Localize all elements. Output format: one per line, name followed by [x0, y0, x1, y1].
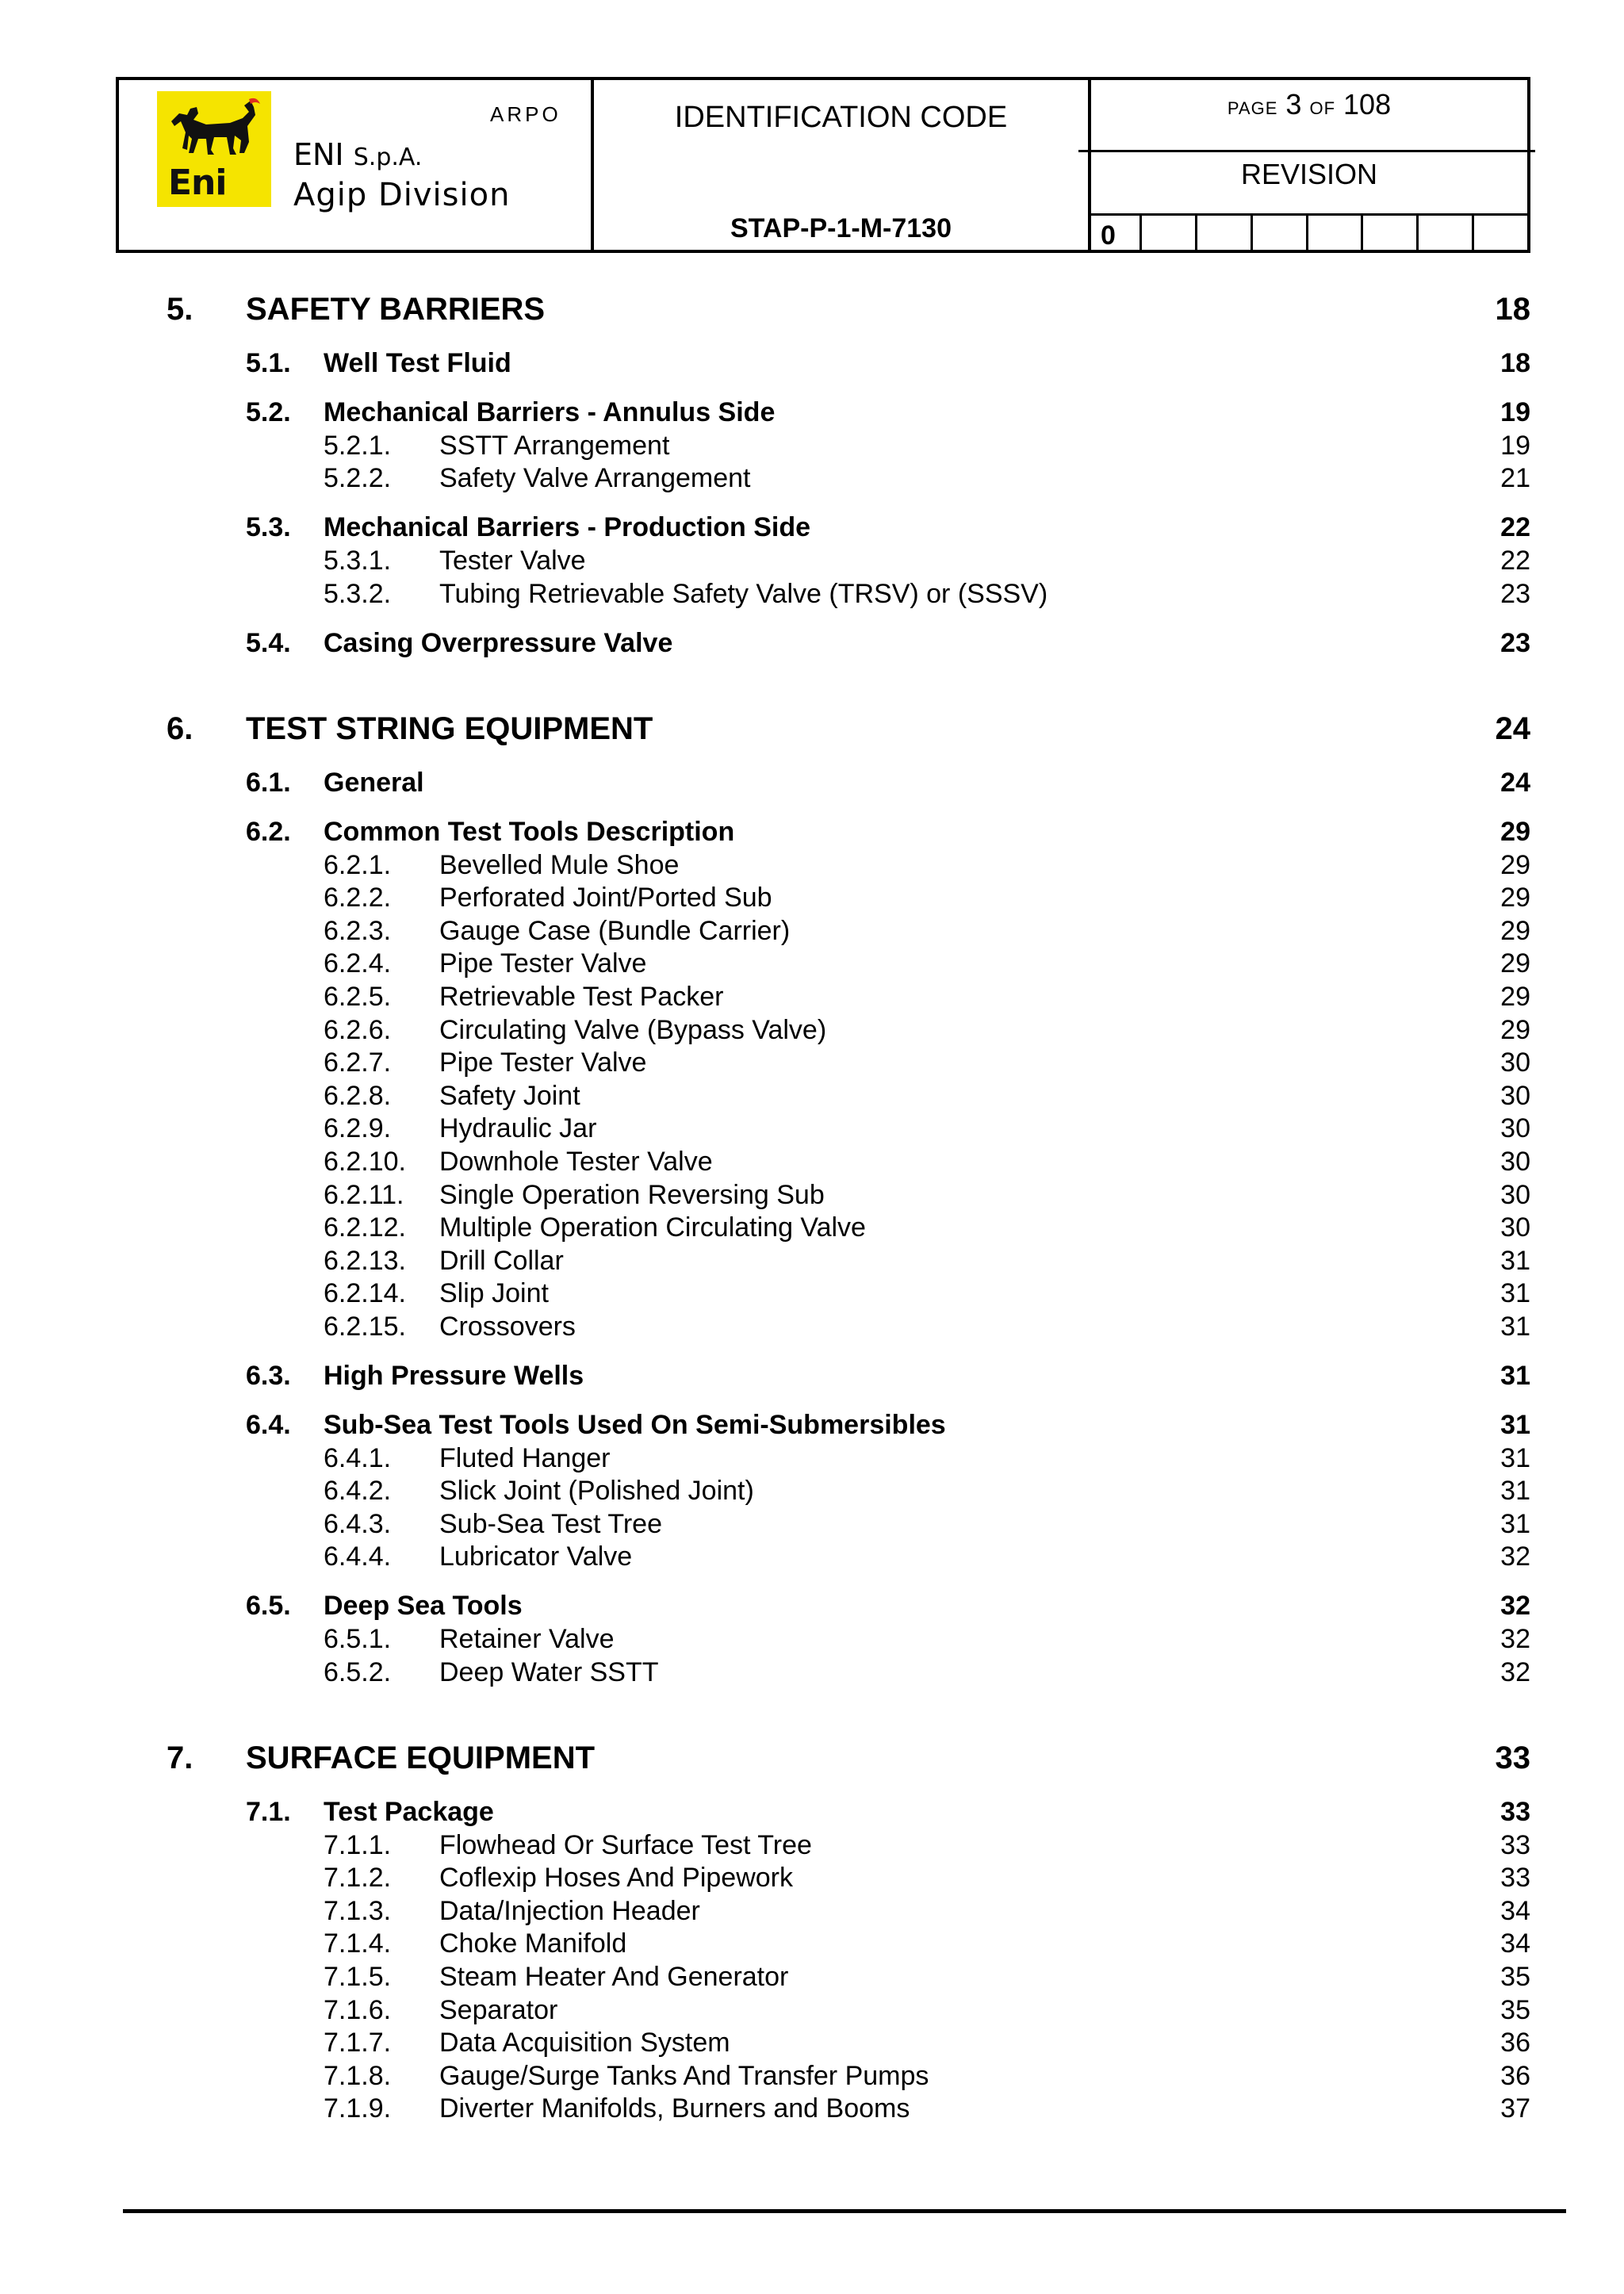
toc-section[interactable] — [167, 711, 1530, 749]
toc-title: Deep Sea Tools — [324, 1591, 523, 1621]
toc-number: 6.4.4. — [324, 1541, 392, 1572]
toc-page: 19 — [1500, 431, 1530, 461]
toc-item[interactable] — [324, 1246, 1530, 1277]
toc-number: 5.2.1. — [324, 431, 392, 461]
toc-page: 29 — [1500, 916, 1530, 946]
toc-item[interactable] — [324, 1015, 1530, 1047]
toc-number: 6.2.6. — [324, 1015, 392, 1045]
toc-page: 32 — [1500, 1657, 1530, 1687]
toc-title: TEST STRING EQUIPMENT — [246, 711, 653, 746]
toc-title: Common Test Tools Description — [324, 817, 735, 847]
toc-number: 6.4.2. — [324, 1476, 392, 1506]
page-of-label: OF — [1309, 98, 1336, 118]
toc-item[interactable] — [324, 579, 1530, 611]
toc-number: 6.2.14. — [324, 1278, 406, 1308]
toc-title: General — [324, 768, 424, 798]
toc-number: 6.2.10. — [324, 1147, 406, 1177]
toc-page: 32 — [1500, 1624, 1530, 1654]
toc-title: Pipe Tester Valve — [439, 948, 647, 978]
toc-page: 35 — [1500, 1962, 1530, 1992]
identification-code: STAP-P-1-M-7130 — [730, 213, 952, 243]
toc-title: Coflexip Hoses And Pipework — [439, 1863, 794, 1893]
toc-number: 7.1. — [246, 1797, 291, 1827]
toc-page: 31 — [1500, 1246, 1530, 1276]
toc-title: Hydraulic Jar — [439, 1113, 597, 1143]
toc-page: 34 — [1500, 1896, 1530, 1926]
toc-title: Tubing Retrievable Safety Valve (TRSV) or (SSSV) — [439, 579, 1048, 609]
toc-number: 6.2. — [246, 817, 291, 847]
toc-title: Well Test Fluid — [324, 348, 511, 378]
identification-title: IDENTIFICATION CODE — [674, 101, 1008, 134]
toc-title: Single Operation Reversing Sub — [439, 1180, 825, 1210]
toc-title: Fluted Hanger — [439, 1443, 611, 1473]
page-total: 108 — [1343, 88, 1392, 121]
toc-page: 29 — [1500, 982, 1530, 1012]
toc-page: 31 — [1500, 1312, 1530, 1342]
toc-page: 18 — [1500, 348, 1530, 378]
toc-number: 5.2. — [246, 397, 291, 427]
toc-item[interactable] — [324, 1928, 1530, 1960]
toc-number: 6.2.15. — [324, 1312, 406, 1342]
toc-item[interactable] — [324, 546, 1530, 577]
footer-divider — [123, 2209, 1566, 2213]
toc-number: 6.2.13. — [324, 1246, 406, 1276]
toc-page: 31 — [1500, 1410, 1530, 1440]
toc-item[interactable] — [324, 2028, 1530, 2059]
toc-subsection[interactable] — [246, 1361, 1530, 1392]
toc-page: 24 — [1500, 768, 1530, 798]
toc-title: SSTT Arrangement — [439, 431, 670, 461]
toc-page: 35 — [1500, 1995, 1530, 2025]
toc-page: 29 — [1500, 948, 1530, 978]
toc-title: Lubricator Valve — [439, 1541, 633, 1572]
toc-subsection[interactable] — [246, 768, 1530, 799]
toc-number: 6.2.9. — [324, 1113, 392, 1143]
toc-number: 7.1.3. — [324, 1896, 392, 1926]
toc-item[interactable] — [324, 1624, 1530, 1656]
toc-item[interactable] — [324, 1180, 1530, 1212]
toc-number: 7.1.6. — [324, 1995, 392, 2025]
toc-number: 6.5.2. — [324, 1657, 392, 1687]
toc-item[interactable] — [324, 1081, 1530, 1113]
toc-title: Downhole Tester Valve — [439, 1147, 713, 1177]
toc-page: 30 — [1500, 1081, 1530, 1111]
toc-number: 6.2.5. — [324, 982, 392, 1012]
toc-title: Tester Valve — [439, 546, 586, 576]
toc-number: 6.2.11. — [324, 1180, 404, 1210]
toc-title: Safety Valve Arrangement — [439, 463, 751, 493]
toc-page: 32 — [1500, 1591, 1530, 1621]
toc-subsection[interactable] — [246, 628, 1530, 660]
company-name-main: ENI — [293, 137, 344, 172]
toc-title: Pipe Tester Valve — [439, 1047, 647, 1078]
toc-page: 33 — [1500, 1863, 1530, 1893]
toc-number: 6.2.8. — [324, 1081, 392, 1111]
toc-number: 6.5. — [246, 1591, 291, 1621]
toc-item[interactable] — [324, 948, 1530, 980]
toc-page: 19 — [1500, 397, 1530, 427]
toc-title: Data Acquisition System — [439, 2028, 730, 2058]
toc-page: 23 — [1500, 628, 1530, 658]
toc-number: 6.5.1. — [324, 1624, 392, 1654]
toc-number: 7.1.4. — [324, 1928, 392, 1959]
toc-number: 6.2.1. — [324, 850, 392, 880]
toc-item[interactable] — [324, 463, 1530, 495]
company-name-suffix: S.p.A. — [353, 144, 423, 171]
toc-title: Casing Overpressure Valve — [324, 628, 673, 658]
toc-title: Circulating Valve (Bypass Valve) — [439, 1015, 827, 1045]
toc-title: Sub-Sea Test Tools Used On Semi-Submersibles — [324, 1410, 946, 1440]
toc-page: 31 — [1500, 1278, 1530, 1308]
toc-item[interactable] — [324, 1830, 1530, 1862]
toc-item[interactable] — [324, 1657, 1530, 1689]
toc-title: Mechanical Barriers - Production Side — [324, 512, 811, 542]
toc-section[interactable] — [167, 1741, 1530, 1779]
toc-item[interactable] — [324, 1995, 1530, 2027]
toc-item[interactable] — [324, 1443, 1530, 1475]
toc-number: 7.1.5. — [324, 1962, 392, 1992]
toc-item[interactable] — [324, 1509, 1530, 1541]
toc-page: 33 — [1500, 1797, 1530, 1827]
revision-value: 0 — [1091, 216, 1142, 250]
toc-number: 6.4. — [246, 1410, 291, 1440]
toc-number: 5. — [167, 292, 193, 327]
toc-number: 6.2.3. — [324, 916, 392, 946]
toc-item[interactable] — [324, 982, 1530, 1013]
toc-title: Slick Joint (Polished Joint) — [439, 1476, 754, 1506]
toc-item[interactable] — [324, 1212, 1530, 1244]
toc-title: Diverter Manifolds, Burners and Booms — [439, 2093, 910, 2124]
toc-page: 30 — [1500, 1113, 1530, 1143]
toc-page: 30 — [1500, 1147, 1530, 1177]
toc-number: 5.1. — [246, 348, 291, 378]
toc-title: High Pressure Wells — [324, 1361, 584, 1391]
toc-page: 31 — [1500, 1509, 1530, 1539]
toc-page: 21 — [1500, 463, 1530, 493]
toc-item[interactable] — [324, 1863, 1530, 1894]
toc-subsection[interactable] — [246, 1591, 1530, 1622]
toc-page: 22 — [1500, 512, 1530, 542]
toc-title: SAFETY BARRIERS — [246, 292, 546, 327]
toc-number: 6.1. — [246, 768, 291, 798]
toc-page: 24 — [1495, 711, 1530, 746]
toc-number: 6.3. — [246, 1361, 291, 1391]
toc-page: 36 — [1500, 2028, 1530, 2058]
toc-item[interactable] — [324, 1047, 1530, 1079]
arpo-label: ARPO — [490, 102, 561, 126]
toc-item[interactable] — [324, 1476, 1530, 1507]
toc-title: Sub-Sea Test Tree — [439, 1509, 662, 1539]
toc-title: Mechanical Barriers - Annulus Side — [324, 397, 776, 427]
toc-title: Retrievable Test Packer — [439, 982, 724, 1012]
toc-number: 6.4.1. — [324, 1443, 392, 1473]
toc-page: 31 — [1500, 1361, 1530, 1391]
toc-number: 6.2.12. — [324, 1212, 406, 1243]
toc-page: 36 — [1500, 2061, 1530, 2091]
page-number: 3 — [1285, 88, 1302, 121]
toc-title: Drill Collar — [439, 1246, 564, 1276]
toc-title: Crossovers — [439, 1312, 576, 1342]
toc-title: Choke Manifold — [439, 1928, 627, 1959]
toc-subsection[interactable] — [246, 512, 1530, 544]
toc-number: 7.1.1. — [324, 1830, 392, 1860]
toc-number: 6.2.4. — [324, 948, 392, 978]
toc-number: 6.4.3. — [324, 1509, 392, 1539]
toc-item[interactable] — [324, 850, 1530, 882]
toc-number: 7.1.2. — [324, 1863, 392, 1893]
toc-number: 7.1.7. — [324, 2028, 392, 2058]
division-name: Agip Division — [293, 177, 511, 213]
toc-number: 6.2.2. — [324, 883, 392, 913]
toc-page: 29 — [1500, 1015, 1530, 1045]
toc-item[interactable] — [324, 1312, 1530, 1343]
toc-page: 33 — [1495, 1741, 1530, 1775]
toc-item[interactable] — [324, 916, 1530, 948]
toc-page: 30 — [1500, 1180, 1530, 1210]
toc-subsection[interactable] — [246, 348, 1530, 380]
toc-page: 18 — [1495, 292, 1530, 327]
toc-number: 7.1.9. — [324, 2093, 392, 2124]
toc-title: Deep Water SSTT — [439, 1657, 659, 1687]
toc-subsection[interactable] — [246, 1410, 1530, 1442]
toc-title: Retainer Valve — [439, 1624, 615, 1654]
toc-title: Safety Joint — [439, 1081, 580, 1111]
toc-title: Multiple Operation Circulating Valve — [439, 1212, 866, 1243]
toc-page: 33 — [1500, 1830, 1530, 1860]
toc-page: 22 — [1500, 546, 1530, 576]
toc-title: Bevelled Mule Shoe — [439, 850, 680, 880]
toc-item[interactable] — [324, 2093, 1530, 2125]
toc-item[interactable] — [324, 2061, 1530, 2093]
toc-subsection[interactable] — [246, 817, 1530, 848]
toc-title: Flowhead Or Surface Test Tree — [439, 1830, 812, 1860]
toc-title: Perforated Joint/Ported Sub — [439, 883, 772, 913]
toc-subsection[interactable] — [246, 1797, 1530, 1829]
toc-title: Gauge Case (Bundle Carrier) — [439, 916, 791, 946]
toc-item[interactable] — [324, 1896, 1530, 1928]
toc-number: 5.3.1. — [324, 546, 392, 576]
toc-item[interactable] — [324, 1962, 1530, 1993]
toc-number: 5.2.2. — [324, 463, 392, 493]
toc-item[interactable] — [324, 1147, 1530, 1178]
toc-item[interactable] — [324, 883, 1530, 914]
toc-page: 34 — [1500, 1928, 1530, 1959]
toc-number: 5.4. — [246, 628, 291, 658]
toc-page: 32 — [1500, 1541, 1530, 1572]
toc-number: 6.2.7. — [324, 1047, 392, 1078]
toc-item[interactable] — [324, 1113, 1530, 1145]
toc-page: 30 — [1500, 1047, 1530, 1078]
toc-number: 6. — [167, 711, 193, 746]
toc-page: 29 — [1500, 817, 1530, 847]
toc-page: 30 — [1500, 1212, 1530, 1243]
toc-number: 5.3.2. — [324, 579, 392, 609]
toc-page: 29 — [1500, 883, 1530, 913]
toc-page: 31 — [1500, 1443, 1530, 1473]
toc-page: 23 — [1500, 579, 1530, 609]
toc-page: 29 — [1500, 850, 1530, 880]
toc-title: SURFACE EQUIPMENT — [246, 1741, 596, 1775]
toc-title: Steam Heater And Generator — [439, 1962, 789, 1992]
toc-section[interactable] — [167, 292, 1530, 330]
revision-label: REVISION — [1240, 158, 1378, 190]
toc-title: Gauge/Surge Tanks And Transfer Pumps — [439, 2061, 929, 2091]
toc-title: Separator — [439, 1995, 558, 2025]
toc-item[interactable] — [324, 1278, 1530, 1310]
page-label: PAGE — [1227, 98, 1278, 118]
toc-number: 7. — [167, 1741, 193, 1775]
toc-title: Test Package — [324, 1797, 494, 1827]
toc-page: 31 — [1500, 1476, 1530, 1506]
toc-page: 37 — [1500, 2093, 1530, 2124]
toc-subsection[interactable] — [246, 397, 1530, 429]
toc-number: 7.1.8. — [324, 2061, 392, 2091]
logo-wordmark: Eni — [168, 163, 227, 203]
toc-item[interactable] — [324, 431, 1530, 462]
toc-title: Data/Injection Header — [439, 1896, 700, 1926]
toc-title: Slip Joint — [439, 1278, 549, 1308]
toc-item[interactable] — [324, 1541, 1530, 1573]
toc-number: 5.3. — [246, 512, 291, 542]
